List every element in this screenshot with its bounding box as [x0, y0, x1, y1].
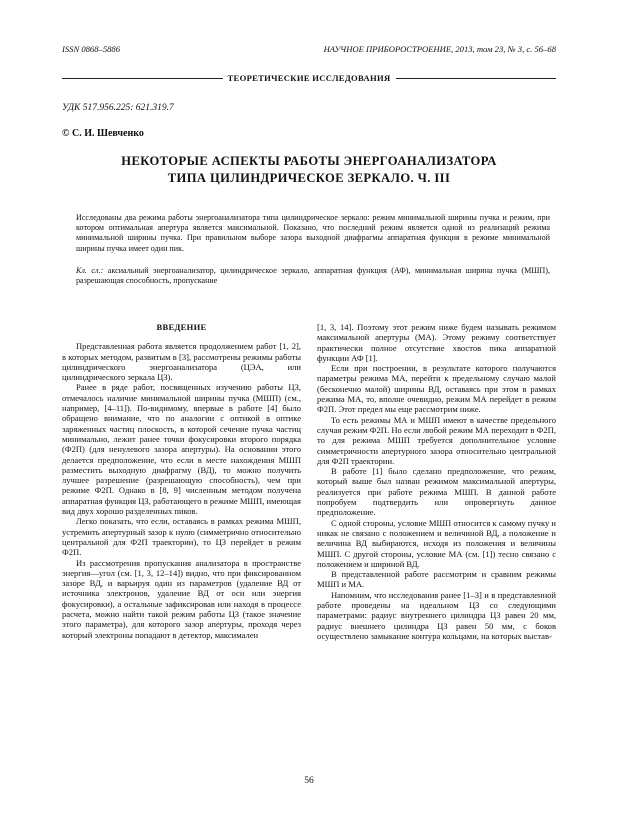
keywords-label: Кл. сл.:: [76, 266, 104, 275]
paragraph: Легко показать, что если, оставаясь в рамках режима МШП, устремить апертурный зазор к нулю (симметрично относительно центральной для Ф2П траектории), то ЦЗ перейдет в режим Ф2П.: [62, 516, 301, 558]
journal-citation: НАУЧНОЕ ПРИБОРОСТРОЕНИЕ, 2013, том 23, № 3, с. 56–68: [323, 44, 556, 54]
author: © С. И. Шевченко: [62, 128, 144, 139]
abstract: Исследованы два режима работы энергоанализатора типа цилиндрическое зеркало: режим минимальной ширины пучка и режим, при котором оптимальная апертура является максимальной. Показано, что последний режим является одной из реализаций режима минимальной ширины пучка. При правильном выборе зазора выходной диафрагмы аппаратная функция в режиме минимальной ширины пучка имеет один пик.: [76, 213, 550, 253]
paper-title-line-1: НЕКОТОРЫЕ АСПЕКТЫ РАБОТЫ ЭНЕРГОАНАЛИЗАТОРА: [121, 154, 497, 168]
left-column: [62, 322, 301, 640]
page-number: 56: [304, 776, 314, 786]
paragraph: Напомним, что исследования ранее [1–3] и в представленной работе проведены на идеальном ЦЗ со следующими параметрами: радиус внутреннего цилиндра ЦЗ равен 20 мм, радиус внешнего цилиндра ЦЗ равен 50 мм, с боков осуществлено замыкание контура кольцами, на которых выстав-: [317, 589, 556, 641]
section-rule-left: [62, 78, 223, 79]
section-header: [62, 72, 556, 84]
paper-title-line-2: ТИПА ЦИЛИНДРИЧЕСКОЕ ЗЕРКАЛО. Ч. III: [167, 171, 451, 185]
paragraph: В представленной работе рассмотрим и сравним режимы МШП и МА.: [317, 569, 556, 590]
udk-code: УДК 517.956.225: 621.319.7: [62, 103, 174, 113]
paragraph: Ранее в ряде работ, посвященных изучению работы ЦЗ, отмечалось наличие минимальной ширины пучка (МШП) (см., например, [4–11]). По-видимому, впервые в работе [4] было обращено внимание, что по аналогии с оптикой в оптике заряженных частиц плоскость, в которой сечение пучка частиц минимально, лежит ранее точки фокусировки второго порядка (Ф2П) (для ненулевого зазора апертуры). На основании этого делается предположение, что если в месте нахождения МШП разместить выходную диафрагму (ВД), то можно получить лучшее разрешение (разрешающую способность), чем при режиме Ф2П. Однако в [8, 9] численным методом получена аппаратная функция ЦЗ, работающего в режиме МШП, имеющая вид двух хорошо разделенных пиков.: [62, 382, 301, 517]
paragraph: То есть режимы МА и МШП имеют в качестве предельного случая режим Ф2П. Но если любой режим МА переходит в Ф2П, то для режима МШП требуется дополнительное условие симметричности апертурного зазора относительно центральной для Ф2П траектории.: [317, 414, 556, 466]
right-column: [317, 322, 556, 641]
paragraph: В работе [1] было сделано предположение, что режим, который выше был назван режимом максимальной апертуры, реализуется при работе режима МШП. В данной работе попробуем подтвердить или опровергнуть данное предположение.: [317, 466, 556, 518]
paragraph: Представленная работа является продолжением работ [1, 2], в которых методом, развитым в [3], рассмотрены режимы работы цилиндрического энергоанализатора (ЦЭА, или цилиндрического зеркала ЦЗ).: [62, 341, 301, 383]
section-rule-right: [396, 78, 557, 79]
issn: ISSN 0868–5886: [62, 44, 121, 54]
section-title: ТЕОРЕТИЧЕСКИЕ ИССЛЕДОВАНИЯ: [227, 73, 391, 83]
paragraph: Из рассмотрения пропускания анализатора в пространстве энергия—угол (см. [1, 3, 12–14]) видно, что при фиксированном зазоре ВД, и варьируя один из параметров (удаление ВД от источника электронов, удаление ВД от оси или энергия фокусировки), а остальные зафиксировав или находя в процессе расчета, можно найти такой режим работы ЦЗ (такое значение этого параметра), для которого зазор апертуры, проходя через который электроны попадают в детектор, максимален: [62, 557, 301, 640]
paper-title: [80, 153, 538, 187]
paragraph: С одной стороны, условие МШП относится к самому пучку и никак не связано с положением и величиной ВД, а положение и величина ВД выбираются, исходя из положения и величины МШП. С другой стороны, условие МА (см. [1]) тесно связано с положением и шириной ВД.: [317, 517, 556, 569]
intro-heading: ВВЕДЕНИЕ: [156, 322, 207, 332]
paragraph: [1, 3, 14]. Поэтому этот режим ниже будем называть режимом максимальной апертуры (МА). Этому режиму соответствует практически полное отсутствие хвостов пика аппаратной функции АФ [1].: [317, 322, 556, 363]
keywords-text: аксиальный энергоанализатор, цилиндрическое зеркало, аппаратная функция (АФ), минимальная ширина пучка (МШП), разрешающая способность, пропускание: [76, 266, 550, 286]
keywords: [76, 266, 550, 286]
paragraph: Если при построении, в результате которого получаются параметры режима МА, перейти к предельному случаю малой (бесконечно малой) ширины ВД, оставаясь при этом в рамках режима МА, то, вполне очевидно, режим МА перейдет в режим Ф2П. Этот предел мы еще рассмотрим ниже.: [317, 363, 556, 415]
